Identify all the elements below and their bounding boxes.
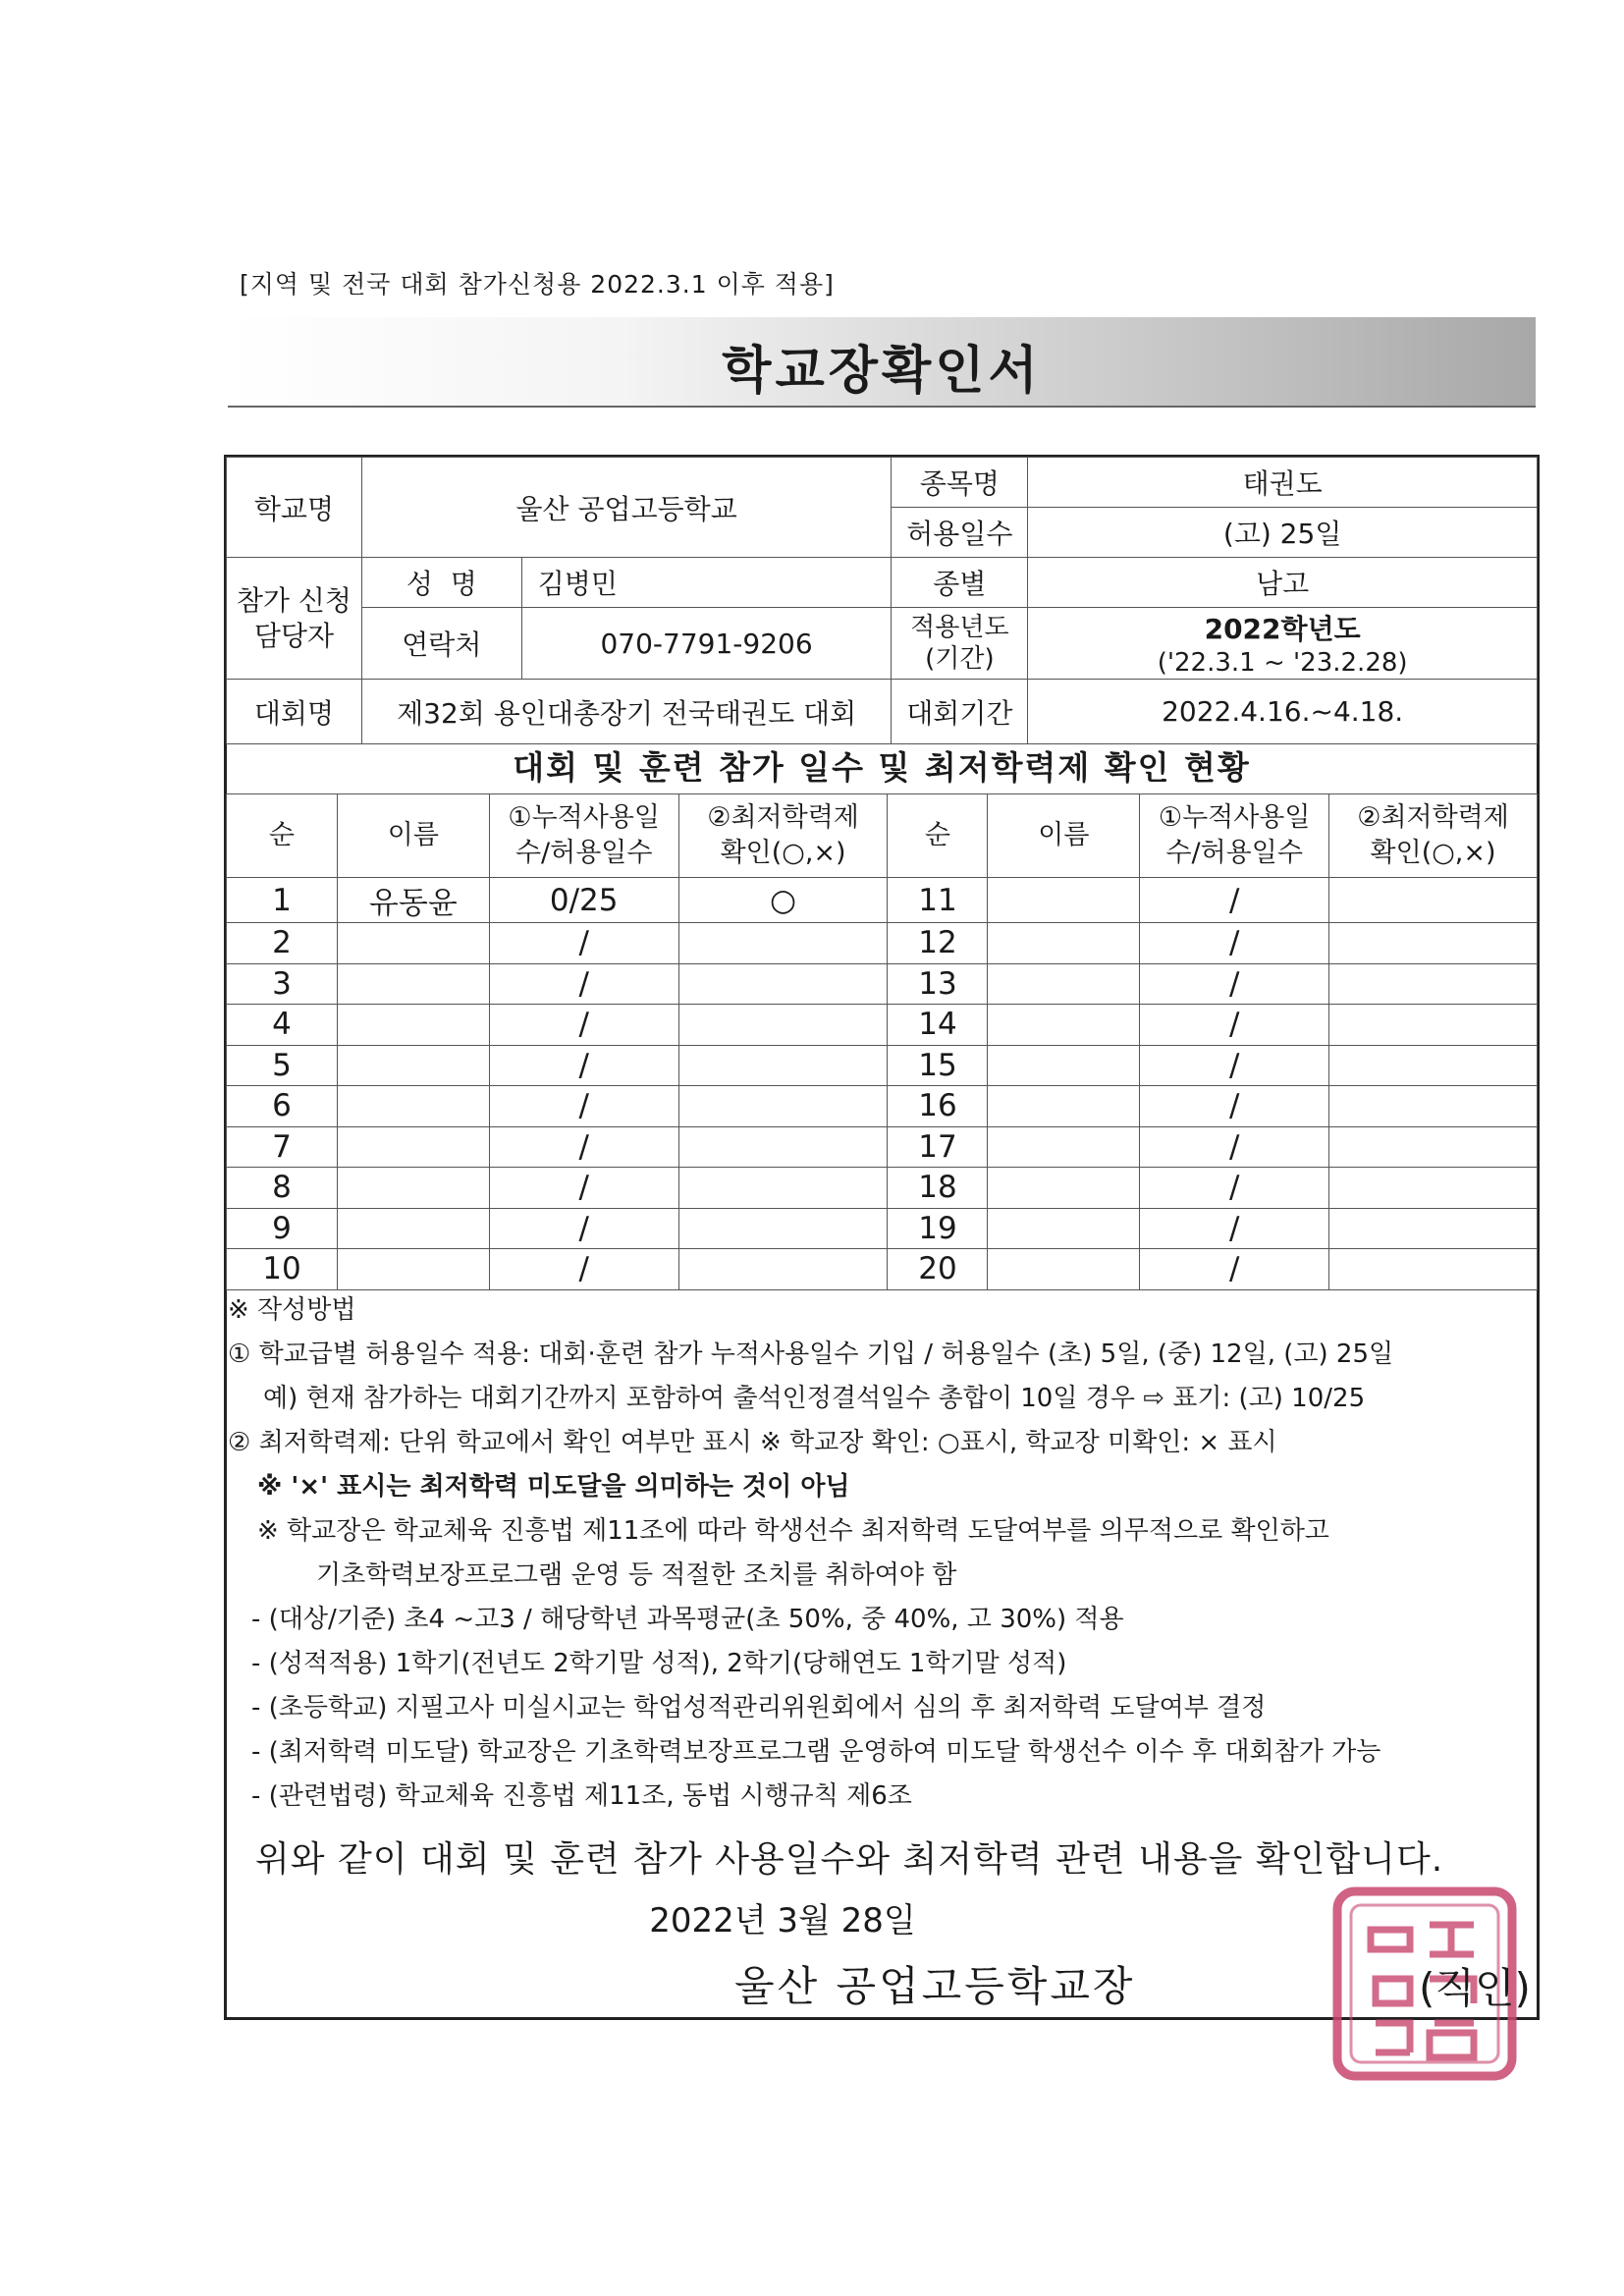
row-check-right <box>1329 963 1538 1005</box>
applicant-label: 참가 신청 담당자 <box>227 558 362 680</box>
table-row <box>227 1086 1538 1127</box>
type-value: 남고 <box>1028 558 1538 608</box>
row-days-right: / <box>1140 1249 1329 1290</box>
confirmation-text: 위와 같이 대회 및 훈련 참가 사용일수와 최저학력 관련 내용을 확인합니다. <box>255 1839 1444 1880</box>
row-check <box>678 1045 888 1086</box>
row-num-right: 14 <box>888 1005 988 1046</box>
participation-header-row <box>227 794 1538 878</box>
form-subtitle: [지역 및 전국 대회 참가신청용 2022.3.1 이후 적용] <box>240 270 835 299</box>
allowed-days-label: 허용일수 <box>892 508 1028 558</box>
contest-value: 제32회 용인대총장기 전국태권도 대회 <box>361 680 892 744</box>
row-num: 4 <box>227 1005 338 1046</box>
row-check <box>678 923 888 964</box>
row-num: 5 <box>227 1045 338 1086</box>
table-row <box>227 923 1538 964</box>
row-days: / <box>489 963 678 1005</box>
row-check-right <box>1329 1086 1538 1127</box>
instruction-line: - (대상/기준) 초4 ~고3 / 해당학년 과목평균(초 50%, 중 40%, 고 30%) 적용 <box>251 1605 1124 1634</box>
instruction-line: - (최저학력 미도달) 학교장은 기초학력보장프로그램 운영하여 미도달 학생선수 이수 후 대회참가 가능 <box>251 1737 1381 1767</box>
contest-label: 대회명 <box>227 680 362 744</box>
row-name-right <box>988 1005 1140 1046</box>
name-label: 성 명 <box>361 558 521 608</box>
row-num-right: 13 <box>888 963 988 1005</box>
issue-date: 2022년 3월 28일 <box>649 1901 916 1941</box>
col-check-right: ②최저학력제 확인(○,×) <box>1329 794 1538 878</box>
row-days: 0/25 <box>489 878 678 923</box>
row-name <box>337 1086 489 1127</box>
event-value: 태권도 <box>1028 458 1538 508</box>
col-check: ②최저학력제 확인(○,×) <box>678 794 888 878</box>
row-days-right: / <box>1140 963 1329 1005</box>
row-name-right <box>988 963 1140 1005</box>
col-num: 순 <box>227 794 338 878</box>
row-days-right: / <box>1140 878 1329 923</box>
row-num: 6 <box>227 1086 338 1127</box>
allowed-days-value: (고) 25일 <box>1028 508 1538 558</box>
info-row-contest <box>227 680 1538 744</box>
row-name <box>337 1005 489 1046</box>
row-name-right <box>988 878 1140 923</box>
instructions <box>228 1288 1534 1819</box>
period-value: 2022.4.16.~4.18. <box>1028 680 1538 744</box>
col-days: ①누적사용일 수/허용일수 <box>489 794 678 878</box>
row-name-right <box>988 1045 1140 1086</box>
table-row <box>227 1045 1538 1086</box>
row-check <box>678 963 888 1005</box>
row-name-right <box>988 1126 1140 1168</box>
row-days: / <box>489 1168 678 1209</box>
table-row <box>227 1168 1538 1209</box>
row-name-right <box>988 1249 1140 1290</box>
row-num: 3 <box>227 963 338 1005</box>
row-check <box>678 1126 888 1168</box>
table-row <box>227 1005 1538 1046</box>
year-cell <box>1028 608 1538 680</box>
col-days-right: ①누적사용일 수/허용일수 <box>1140 794 1329 878</box>
row-days-right: / <box>1140 1126 1329 1168</box>
row-check-right <box>1329 1045 1538 1086</box>
seal-label: (직인) <box>1419 1964 1531 2012</box>
info-table <box>226 457 1538 744</box>
row-num-right: 11 <box>888 878 988 923</box>
row-days: / <box>489 1086 678 1127</box>
row-check-right <box>1329 1126 1538 1168</box>
row-check <box>678 1249 888 1290</box>
row-num-right: 12 <box>888 923 988 964</box>
contact-value: 070-7791-9206 <box>521 608 892 680</box>
instruction-line: 예) 현재 참가하는 대회기간까지 포함하여 출석인정결석일수 총합이 10일 경우 ⇨ 표기: (고) 10/25 <box>263 1384 1366 1413</box>
table-row <box>227 1249 1538 1290</box>
row-name <box>337 1045 489 1086</box>
row-num: 2 <box>227 923 338 964</box>
row-name <box>337 923 489 964</box>
row-num-right: 20 <box>888 1249 988 1290</box>
row-days: / <box>489 923 678 964</box>
row-check <box>678 1168 888 1209</box>
row-days-right: / <box>1140 1045 1329 1086</box>
table-row <box>227 963 1538 1005</box>
row-num: 8 <box>227 1168 338 1209</box>
table-row <box>227 878 1538 923</box>
participation-table <box>226 793 1538 1290</box>
row-days-right: / <box>1140 923 1329 964</box>
row-days: / <box>489 1208 678 1249</box>
row-check-right <box>1329 1168 1538 1209</box>
year-value: 2022학년도 <box>1204 613 1361 645</box>
row-days: / <box>489 1045 678 1086</box>
row-check <box>678 1208 888 1249</box>
instruction-line: ② 최저학력제: 단위 학교에서 확인 여부만 표시 ※ 학교장 확인: ○표시, 학교장 미확인: × 표시 <box>228 1428 1277 1457</box>
row-name <box>337 963 489 1005</box>
row-name-right <box>988 1086 1140 1127</box>
row-num: 7 <box>227 1126 338 1168</box>
row-check: ○ <box>678 878 888 923</box>
row-check-right <box>1329 1208 1538 1249</box>
row-name-right <box>988 1208 1140 1249</box>
row-num: 1 <box>227 878 338 923</box>
row-name: 유동윤 <box>337 878 489 923</box>
col-name-right: 이름 <box>988 794 1140 878</box>
row-num-right: 17 <box>888 1126 988 1168</box>
row-days-right: / <box>1140 1168 1329 1209</box>
row-days: / <box>489 1126 678 1168</box>
instruction-line: ※ 작성방법 <box>228 1295 356 1325</box>
row-name-right <box>988 1168 1140 1209</box>
instruction-line: ① 학교급별 허용일수 적용: 대회·훈련 참가 누적사용일수 기입 / 허용일수 (초) 5일, (중) 12일, (고) 25일 <box>228 1339 1394 1369</box>
instruction-line: ※ 학교장은 학교체육 진흥법 제11조에 따라 학생선수 최저학력 도달여부를 의무적으로 확인하고 <box>257 1516 1329 1546</box>
row-days-right: / <box>1140 1005 1329 1046</box>
info-row-event <box>227 458 1538 508</box>
instruction-line: - (관련법령) 학교체육 진흥법 제11조, 동법 시행규칙 제6조 <box>251 1781 912 1811</box>
year-label: 적용년도 (기간) <box>892 608 1028 680</box>
row-check <box>678 1086 888 1127</box>
row-check-right <box>1329 1005 1538 1046</box>
info-row-contact <box>227 608 1538 680</box>
row-days-right: / <box>1140 1208 1329 1249</box>
row-days-right: / <box>1140 1086 1329 1127</box>
instruction-line: ※ '×' 표시는 최저학력 미도달을 의미하는 것이 아님 <box>257 1472 850 1502</box>
school-label: 학교명 <box>227 458 362 558</box>
period-label: 대회기간 <box>892 680 1028 744</box>
table-row <box>227 1208 1538 1249</box>
row-days: / <box>489 1249 678 1290</box>
principal-signature: 울산 공업고등학교장 <box>734 1962 1136 2010</box>
row-check <box>678 1005 888 1046</box>
row-num: 10 <box>227 1249 338 1290</box>
row-num-right: 18 <box>888 1168 988 1209</box>
table-row <box>227 1126 1538 1168</box>
row-name <box>337 1249 489 1290</box>
instruction-line: - (성적적용) 1학기(전년도 2학기말 성적), 2학기(당해연도 1학기말 성적) <box>251 1649 1067 1678</box>
section-title: 대회 및 훈련 참가 일수 및 최저학력제 확인 현황 <box>513 748 1251 787</box>
instruction-line: 기초학력보장프로그램 운영 등 적절한 조치를 취하여야 함 <box>316 1560 957 1590</box>
type-label: 종별 <box>892 558 1028 608</box>
document-title: 학교장확인서 <box>722 342 1042 401</box>
year-period: ('22.3.1 ~ '23.2.28) <box>1157 648 1408 678</box>
title-band <box>228 317 1536 408</box>
event-label: 종목명 <box>892 458 1028 508</box>
row-name <box>337 1208 489 1249</box>
row-name <box>337 1168 489 1209</box>
info-row-name <box>227 558 1538 608</box>
row-name <box>337 1126 489 1168</box>
row-num-right: 19 <box>888 1208 988 1249</box>
row-name-right <box>988 923 1140 964</box>
col-num-right: 순 <box>888 794 988 878</box>
row-days: / <box>489 1005 678 1046</box>
instruction-line: - (초등학교) 지필고사 미실시교는 학업성적관리위원회에서 심의 후 최저학력 도달여부 결정 <box>251 1693 1267 1722</box>
school-value: 울산 공업고등학교 <box>361 458 892 558</box>
row-check-right <box>1329 923 1538 964</box>
contact-label: 연락처 <box>361 608 521 680</box>
row-num-right: 15 <box>888 1045 988 1086</box>
col-name: 이름 <box>337 794 489 878</box>
row-num: 9 <box>227 1208 338 1249</box>
name-value: 김병민 <box>521 558 892 608</box>
row-check-right <box>1329 878 1538 923</box>
row-check-right <box>1329 1249 1538 1290</box>
participation-body <box>227 794 1538 1290</box>
row-num-right: 16 <box>888 1086 988 1127</box>
